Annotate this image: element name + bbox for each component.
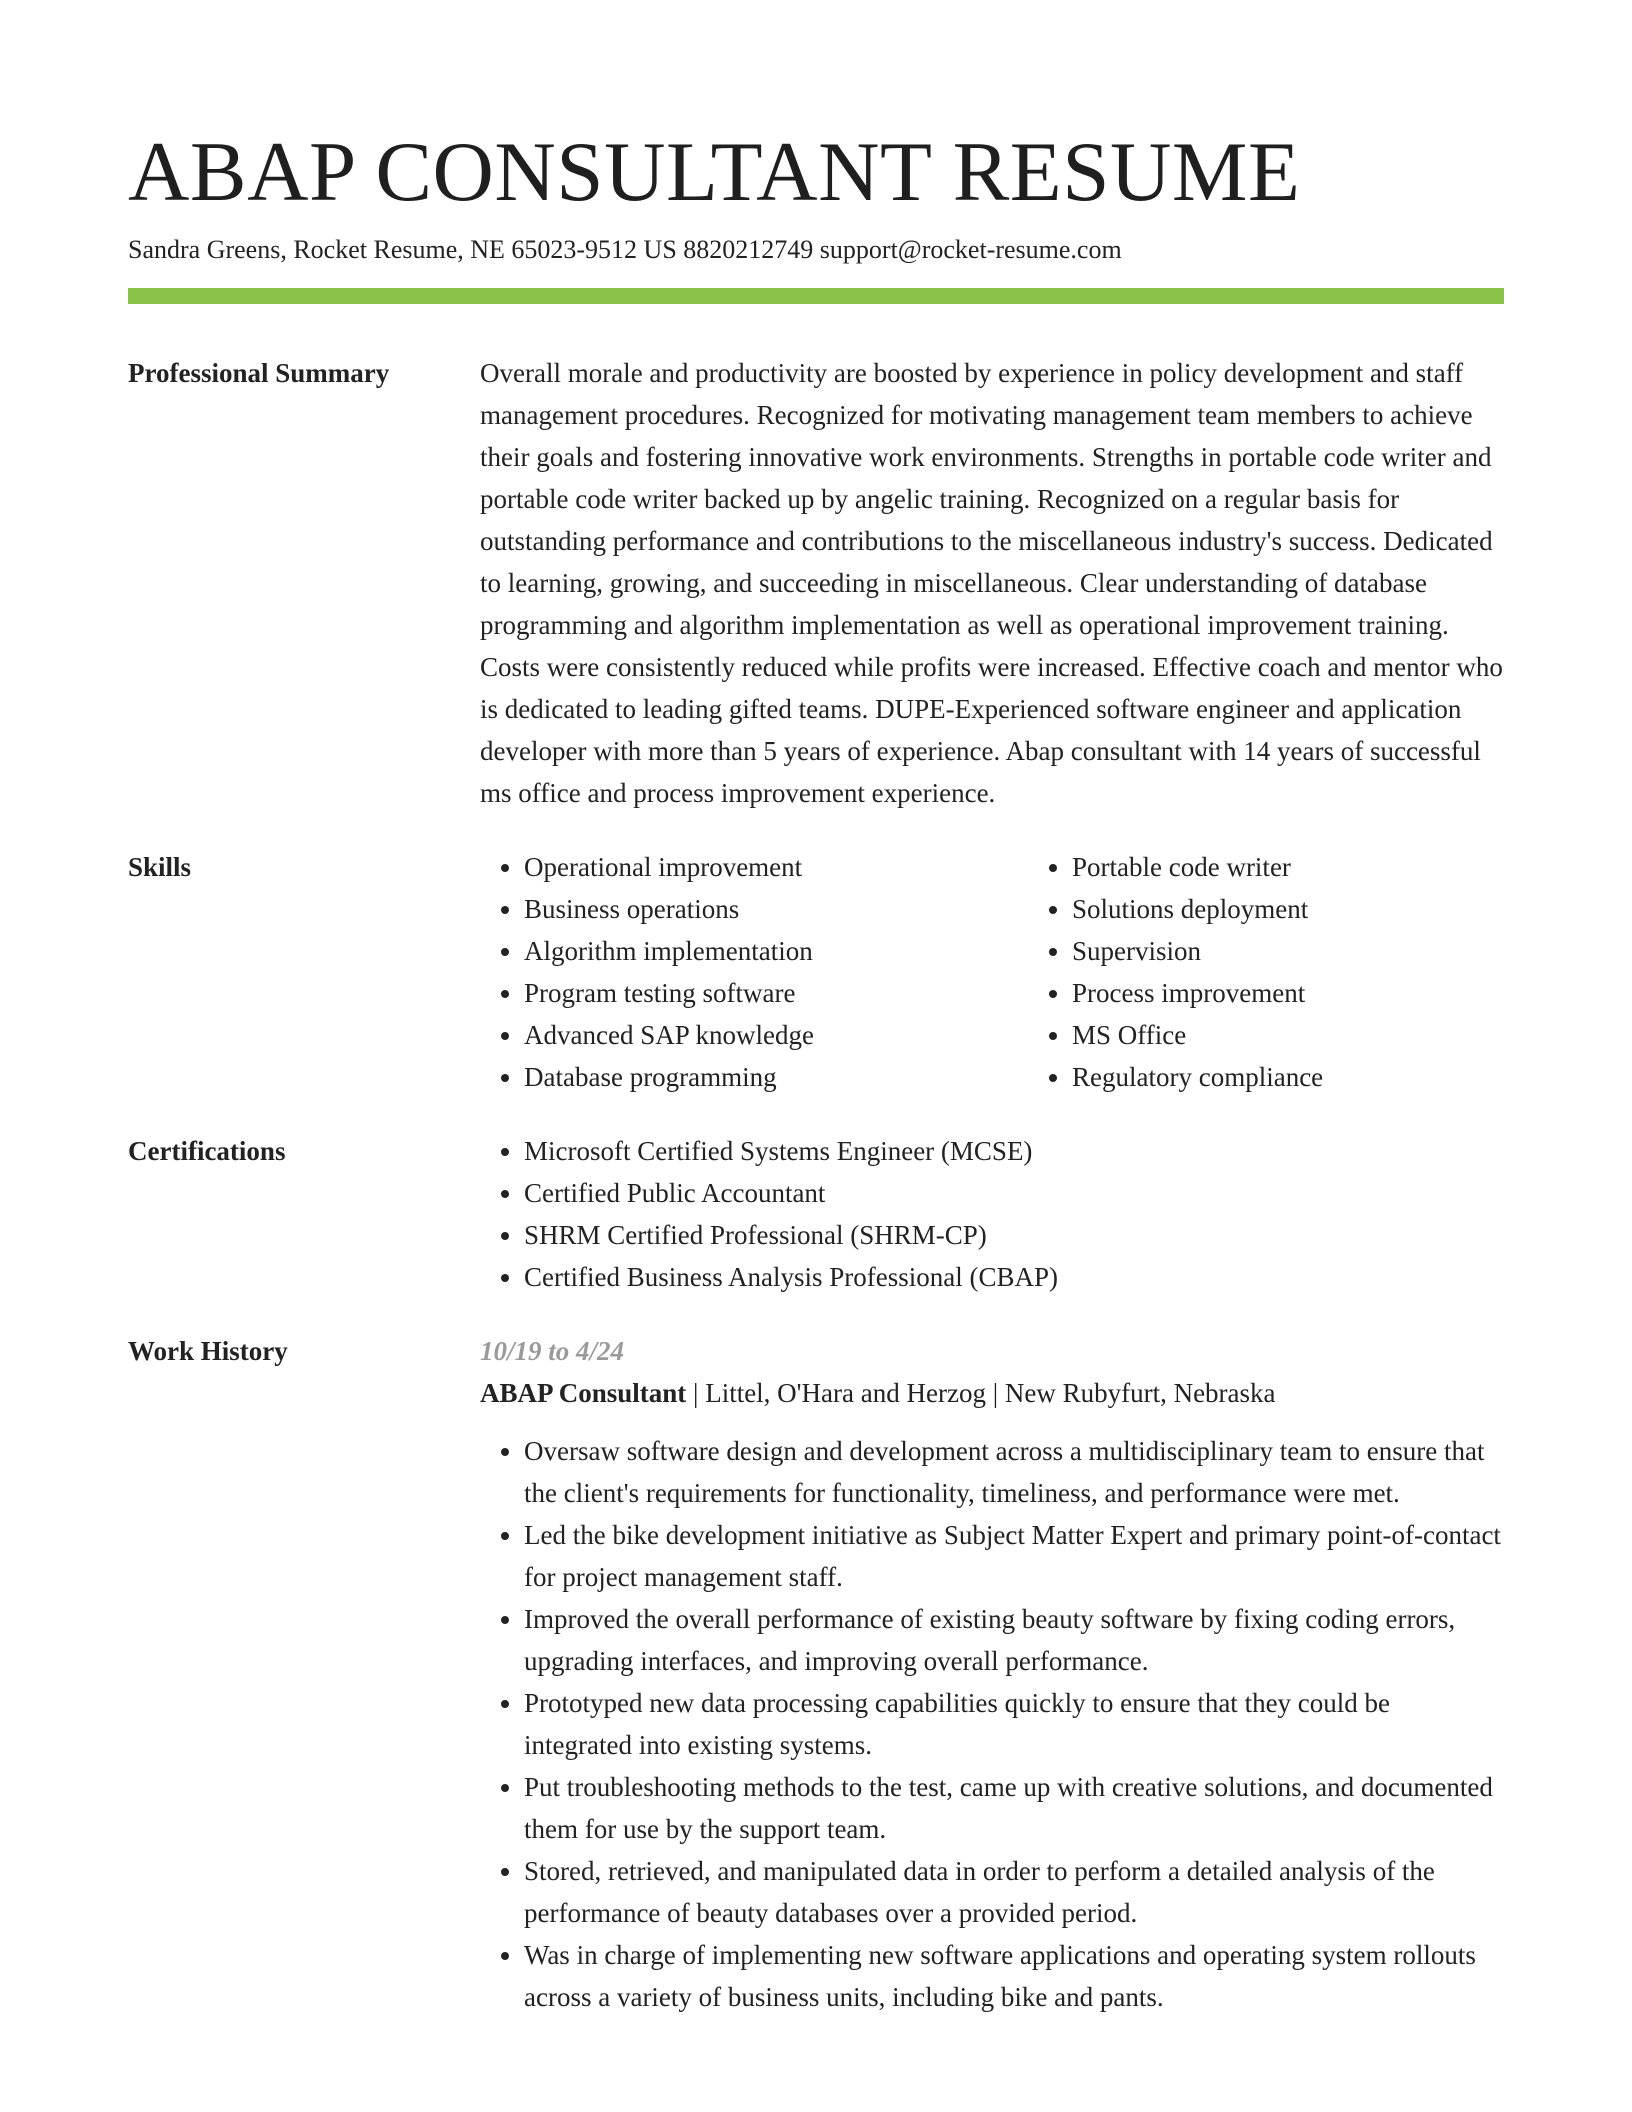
work-history-section — [128, 1330, 1504, 2018]
skill-item: • Operational improvement — [524, 846, 1028, 888]
job-bullet: • Led the bike development initiative as Subject Matter Expert and primary point-of-contact for project management staff. — [524, 1514, 1504, 1598]
skills-list-left — [480, 846, 1028, 1098]
summary-label: Professional Summary — [128, 358, 390, 388]
work-history-label: Work History — [128, 1336, 288, 1366]
certification-item: • Certified Public Accountant — [524, 1172, 1504, 1214]
skills-label: Skills — [128, 852, 192, 882]
job-bullet: • Put troubleshooting methods to the test, came up with creative solutions, and documented them for use by the support team. — [524, 1766, 1504, 1850]
resume-page — [128, 124, 1504, 2018]
job-bullet: • Stored, retrieved, and manipulated data in order to perform a detailed analysis of the performance of beauty databases over a provided period. — [524, 1850, 1504, 1934]
job-dates: 10/19 to 4/24 — [480, 1336, 625, 1366]
job-bullet: • Prototyped new data processing capabilities quickly to ensure that they could be integrated into existing systems. — [524, 1682, 1504, 1766]
job-entry — [480, 1330, 1504, 2018]
certifications-label: Certifications — [128, 1136, 286, 1166]
skill-item: • Algorithm implementation — [524, 930, 1028, 972]
summary-section — [128, 352, 1504, 814]
job-bullet: • Was in charge of implementing new software applications and operating system rollouts across a variety of business units, including bike and pants. — [524, 1934, 1504, 2018]
skill-item: • MS Office — [1072, 1014, 1576, 1056]
summary-text: Overall morale and productivity are boosted by experience in policy development and staff management procedures. Recognized for motivating management team members to achieve their goals and fostering innovative work environments. Strengths in portable code writer and portable code writer backed up by angelic training. Recognized on a regular basis for outstanding performance and contributions to the miscellaneous industry's success. Dedicated to learning, growing, and succeeding in miscellaneous. Clear understanding of database programming and algorithm implementation as well as operational improvement training. Costs were consistently reduced while profits were increased. Effective coach and mentor who is dedicated to leading gifted teams. DUPE-Experienced software engineer and application developer with more than 5 years of experience. Abap consultant with 14 years of successful ms office and process improvement experience. — [480, 358, 1503, 808]
skill-item: • Process improvement — [1072, 972, 1576, 1014]
page-title: ABAP CONSULTANT RESUME — [128, 125, 1301, 219]
certification-item: • SHRM Certified Professional (SHRM-CP) — [524, 1214, 1504, 1256]
certifications-section — [128, 1130, 1504, 1298]
certification-item: • Certified Business Analysis Professional (CBAP) — [524, 1256, 1504, 1298]
skills-columns — [480, 846, 1576, 1098]
job-bullet: • Improved the overall performance of existing beauty software by fixing coding errors, upgrading interfaces, and improving overall performance. — [524, 1598, 1504, 1682]
certifications-list — [480, 1130, 1504, 1298]
job-title: ABAP Consultant — [480, 1378, 687, 1408]
skill-item: • Portable code writer — [1072, 846, 1576, 888]
skill-item: • Supervision — [1072, 930, 1576, 972]
skill-item: • Solutions deployment — [1072, 888, 1576, 930]
certifications-body — [480, 1130, 1504, 1298]
job-bullets — [480, 1430, 1504, 2018]
skill-item: • Advanced SAP knowledge — [524, 1014, 1028, 1056]
contact-line: Sandra Greens, Rocket Resume, NE 65023-9512 US 8820212749 support@rocket-resume.com — [128, 235, 1122, 264]
skill-item: • Program testing software — [524, 972, 1028, 1014]
skills-list-right — [1028, 846, 1576, 1098]
job-heading — [480, 1372, 1504, 1414]
skill-item: • Database programming — [524, 1056, 1028, 1098]
skill-item: • Regulatory compliance — [1072, 1056, 1576, 1098]
job-bullet: • Oversaw software design and development across a multidisciplinary team to ensure that the client's requirements for functionality, timeliness, and performance were met. — [524, 1430, 1504, 1514]
skill-item: • Business operations — [524, 888, 1028, 930]
certification-item: • Microsoft Certified Systems Engineer (MCSE) — [524, 1130, 1504, 1172]
skills-section — [128, 846, 1504, 1098]
job-details: | Littel, O'Hara and Herzog | New Rubyfurt, Nebraska — [686, 1378, 1276, 1408]
header-divider — [128, 288, 1504, 304]
